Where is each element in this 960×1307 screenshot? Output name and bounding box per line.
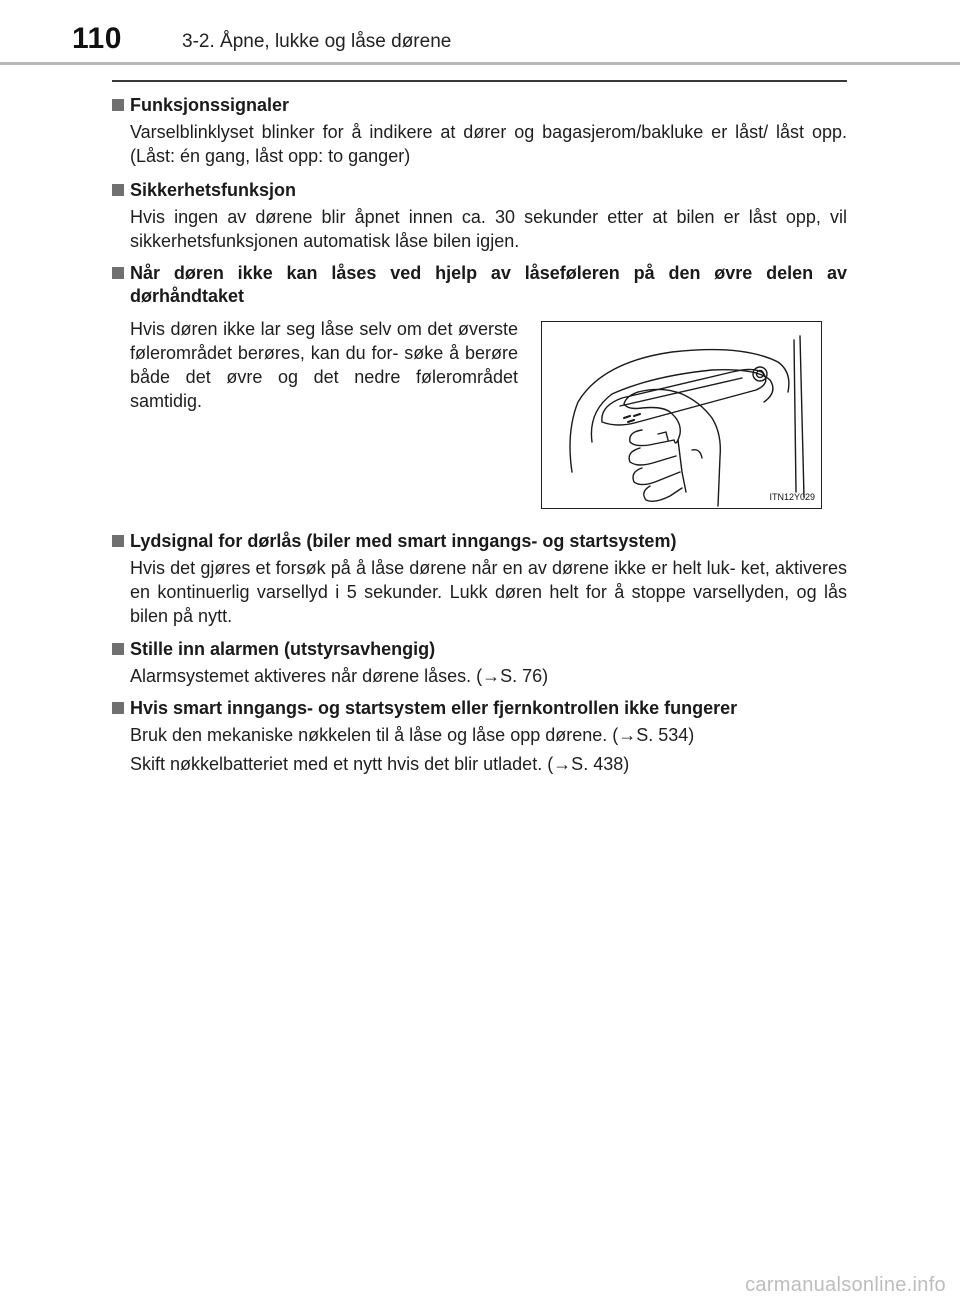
section-fjernkontroll <box>112 697 847 776</box>
page-number: 110 <box>72 22 122 55</box>
section-title: Hvis smart inngangs- og startsystem eller fjernkontrollen ikke fungerer <box>112 697 847 720</box>
section-title: Funksjonssignaler <box>112 94 847 117</box>
section-paragraph: Varselblinklyset blinker for å indikere at dører og bagasjerom/bakluke er låst/ låst opp. (Låst: én gang, låst opp: to ganger) <box>130 122 847 166</box>
figure-description: Hvis døren ikke lar seg låse selv om det øverste følerområdet berøres, kan du for- søke å berøre både det øvre og det nedre følerområdet samtidig. <box>130 319 518 411</box>
door-handle-figure <box>541 321 822 509</box>
page-header <box>0 0 960 64</box>
chapter-title: 3-2. Åpne, lukke og låse dørene <box>182 31 452 52</box>
section-paragraph: Hvis det gjøres et forsøk på å låse dørene når en av dørene ikke er helt luk- ket, aktiveres en kontinuerlig varsellyd i 5 sekunder. Lukk døren helt for å stoppe varsellyden, og lås bilen på nytt. <box>130 558 847 626</box>
section-funksjonssignaler <box>112 94 847 168</box>
square-bullet-icon <box>112 702 124 714</box>
section-paragraph: Bruk den mekaniske nøkkelen til å låse og låse opp dørene. (→S. 534) <box>130 725 695 745</box>
square-bullet-icon <box>112 267 124 279</box>
section-title: Sikkerhetsfunksjon <box>112 179 847 202</box>
section-sikkerhetsfunksjon <box>112 179 847 253</box>
section-alarm <box>112 638 847 688</box>
section-lydsignal <box>112 530 847 628</box>
header-divider <box>0 62 960 65</box>
content-divider <box>112 80 847 82</box>
figure-code: ITN12Y029 <box>769 492 815 502</box>
section-title: Når døren ikke kan låses ved hjelp av låseføleren på den øvre delen av dørhåndtaket <box>112 262 847 308</box>
hand-on-door-handle-illustration <box>542 322 820 507</box>
watermark: carmanualsonline.info <box>745 1274 946 1296</box>
section-paragraph: Hvis ingen av dørene blir åpnet innen ca. 30 sekunder etter at bilen er låst opp, vil sikkerhetsfunksjonen automatisk låse bilen igjen. <box>130 207 847 251</box>
section-title: Stille inn alarmen (utstyrsavhengig) <box>112 638 847 661</box>
section-door-lock-sensor <box>112 262 847 308</box>
square-bullet-icon <box>112 184 124 196</box>
square-bullet-icon <box>112 99 124 111</box>
square-bullet-icon <box>112 643 124 655</box>
section-paragraph: Alarmsystemet aktiveres når dørene låses. (→S. 76) <box>130 666 549 686</box>
section-title: Lydsignal for dørlås (biler med smart inngangs- og startsystem) <box>112 530 847 553</box>
section-paragraph: Skift nøkkelbatteriet med et nytt hvis det blir utladet. (→S. 438) <box>130 754 630 774</box>
square-bullet-icon <box>112 535 124 547</box>
